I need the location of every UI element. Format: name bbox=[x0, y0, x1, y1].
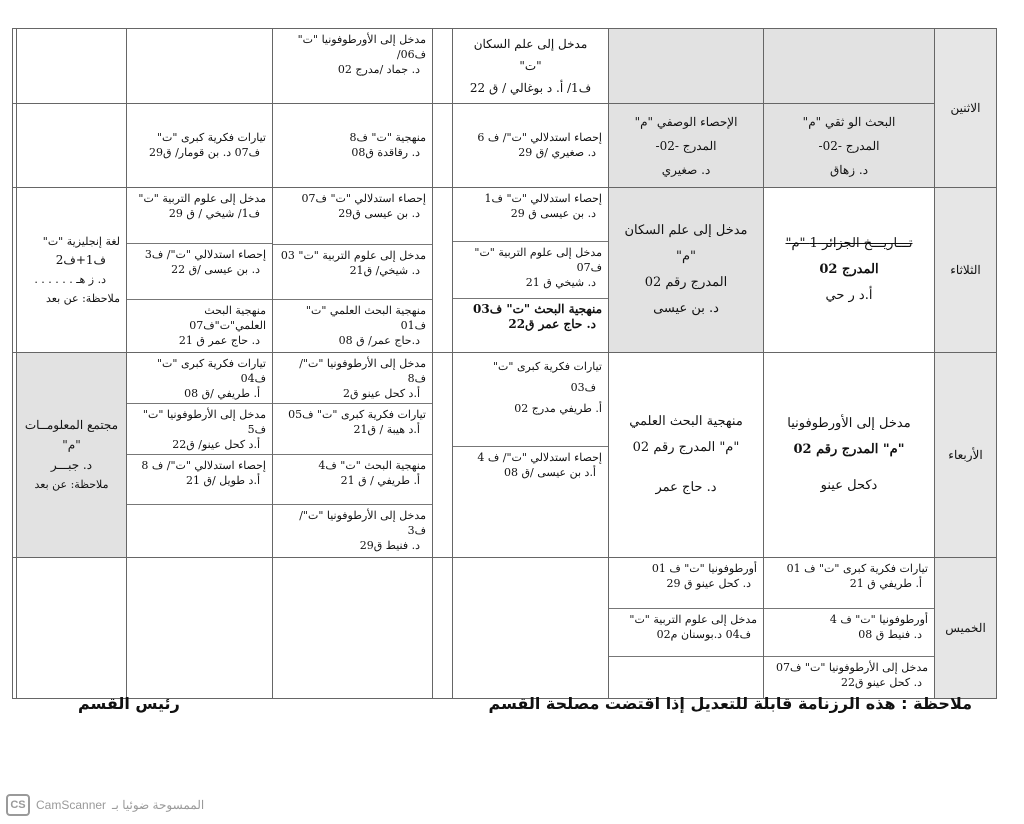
wednesday-gap bbox=[433, 353, 453, 558]
wednesday-c6: مجتمع المعلومــات "م" د. جبـــر ملاحظة: عن بعد bbox=[17, 353, 127, 558]
monday-top-c6 bbox=[17, 29, 127, 104]
wednesday-c3: تيارات فكرية كبرى "ت" ف03 أ. طريفي مدرج 02 إحصاء استدلالي "ت"/ ف 4 أ.د بن عيسى /ق 08 bbox=[453, 353, 609, 558]
camscanner-icon: CS bbox=[6, 794, 30, 816]
tuesday-edge bbox=[13, 188, 17, 353]
wednesday-row bbox=[13, 353, 997, 558]
monday-c3: إحصاء استدلالي "ت"/ ف 6 د. صغيري /ق 29 bbox=[453, 104, 609, 188]
camscanner-watermark bbox=[6, 794, 204, 816]
thursday-gap bbox=[433, 558, 453, 699]
camscanner-brand: CamScanner bbox=[36, 798, 107, 812]
tuesday-c2: مدخل إلى علم السكان "م" المدرج رقم 02 د. بن عيسى bbox=[609, 188, 764, 353]
thursday-c1: تيارات فكرية كبرى "ت" ف 01 أ. طريفي ق 21 أورطوفونيا "ت" ف 4 د. فنيط ق 08 مدخل إلى الأرطوفونيا "ت" ف07 د. كحل عينو ق22 bbox=[764, 558, 935, 699]
day-monday: الاثنين bbox=[935, 29, 997, 188]
wednesday-c4: مدخل إلى الأرطوفونيا "ت"/ ف8 أ.د كحل عينو ق2 تيارات فكرية كبرى "ت" ف05 أ.د هيبة / ق21 منهجية البحث "ت" ف4 أ. طريفي / ق 21 مدخل إلى الأرطوفونيا "ت"/ ف3 د. فنيط ق29 bbox=[273, 353, 433, 558]
monday-top-c2 bbox=[609, 29, 764, 104]
thursday-c2: أورطوفونيا "ت" ف 01 د. كحل عينو ق 29 مدخل إلى علوم التربية "ت" ف04 د.بوسنان م02 bbox=[609, 558, 764, 699]
thursday-c5 bbox=[127, 558, 273, 699]
schedule-table bbox=[12, 28, 997, 699]
day-thursday: الخميس bbox=[935, 558, 997, 699]
monday-top-row bbox=[13, 29, 997, 104]
tuesday-gap bbox=[433, 188, 453, 353]
tuesday-c1: تـــاريـــخ الجزائر 1 "م" المدرج 02 أ.د ر حي bbox=[764, 188, 935, 353]
wednesday-edge bbox=[13, 353, 17, 558]
wednesday-c1: مدخل إلى الأورطوفونيا "م" المدرج رقم 02 دكحل عينو bbox=[764, 353, 935, 558]
monday-edge bbox=[13, 104, 17, 188]
tuesday-c4: إحصاء استدلالي "ت" ف07 د. بن عيسى ق29 مدخل إلى علوم التربية "ت" 03 د. شيخي/ ق21 منهجية البحث العلمي "ت" ف01 د.حاج عمر/ ق 08 bbox=[273, 188, 433, 353]
tuesday-row bbox=[13, 188, 997, 353]
monday-top-c3: مدخل إلى علم السكان "ت" ف1/ أ. د بوغالي / ق 22 bbox=[453, 29, 609, 104]
monday-c6 bbox=[17, 104, 127, 188]
monday-c5: تيارات فكرية كبرى "ت" ف07 د. بن قومار/ ق29 bbox=[127, 104, 273, 188]
monday-top-c4: مدخل إلى الأورطوفونيا "ت" ف06/ د. جماد /مدرج 02 bbox=[273, 29, 433, 104]
wednesday-c5: تيارات فكرية كبرى "ت" ف04 أ. طريفي /ق 08 مدخل إلى الأرطوفونيا "ت" ف5 أ.د كحل عينو/ ق22 إحصاء استدلالي "ت"/ ف 8 أ.د طويل /ق 21 bbox=[127, 353, 273, 558]
monday-c2: الإحصاء الوصفي "م" المدرج -02- د. صغيري bbox=[609, 104, 764, 188]
thursday-c6 bbox=[17, 558, 127, 699]
monday-top-c5 bbox=[127, 29, 273, 104]
monday-bottom-row bbox=[13, 104, 997, 188]
department-head-label: رئيس القسم bbox=[78, 694, 180, 713]
monday-top-edge bbox=[13, 29, 17, 104]
schedule-note: ملاحظة : هذه الرزنامة قابلة للتعديل إذا اقتضت مصلحة القسم bbox=[488, 694, 972, 713]
thursday-edge bbox=[13, 558, 17, 699]
thursday-row bbox=[13, 558, 997, 699]
camscanner-caption: الممسوحة ضوئيا بـ bbox=[112, 798, 205, 812]
monday-top-gap bbox=[433, 29, 453, 104]
monday-c4: منهجية "ت" ف8 د. رقاقدة ق08 bbox=[273, 104, 433, 188]
tuesday-c5: مدخل إلى علوم التربية "ت" ف1/ شيخي / ق 29 إحصاء استدلالي "ت"/ ف3 د. بن عيسى /ق 22 منهجية البحث العلمي"ت"ف07 د. حاج عمر ق 21 bbox=[127, 188, 273, 353]
thursday-c4 bbox=[273, 558, 433, 699]
monday-c1: البحث الو ثقي "م" المدرج -02- د. زهاق bbox=[764, 104, 935, 188]
wednesday-c2: منهجية البحث العلمي "م" المدرج رقم 02 د. حاج عمر bbox=[609, 353, 764, 558]
day-tuesday: الثلاثاء bbox=[935, 188, 997, 353]
thursday-c3 bbox=[453, 558, 609, 699]
monday-top-c1 bbox=[764, 29, 935, 104]
tuesday-c6: لغة إنجليزية "ت" ف1+ف2 د. ز هـ . . . . . . ملاحظة: عن بعد bbox=[17, 188, 127, 353]
tuesday-c3: إحصاء استدلالي "ت" ف1 د. بن عيسى ق 29 مدخل إلى علوم التربية "ت" ف07 د. شيخي ق 21 منهجية البحث "ت" ف03 د. حاج عمر ق22 bbox=[453, 188, 609, 353]
monday-gap bbox=[433, 104, 453, 188]
day-wednesday: الأربعاء bbox=[935, 353, 997, 558]
